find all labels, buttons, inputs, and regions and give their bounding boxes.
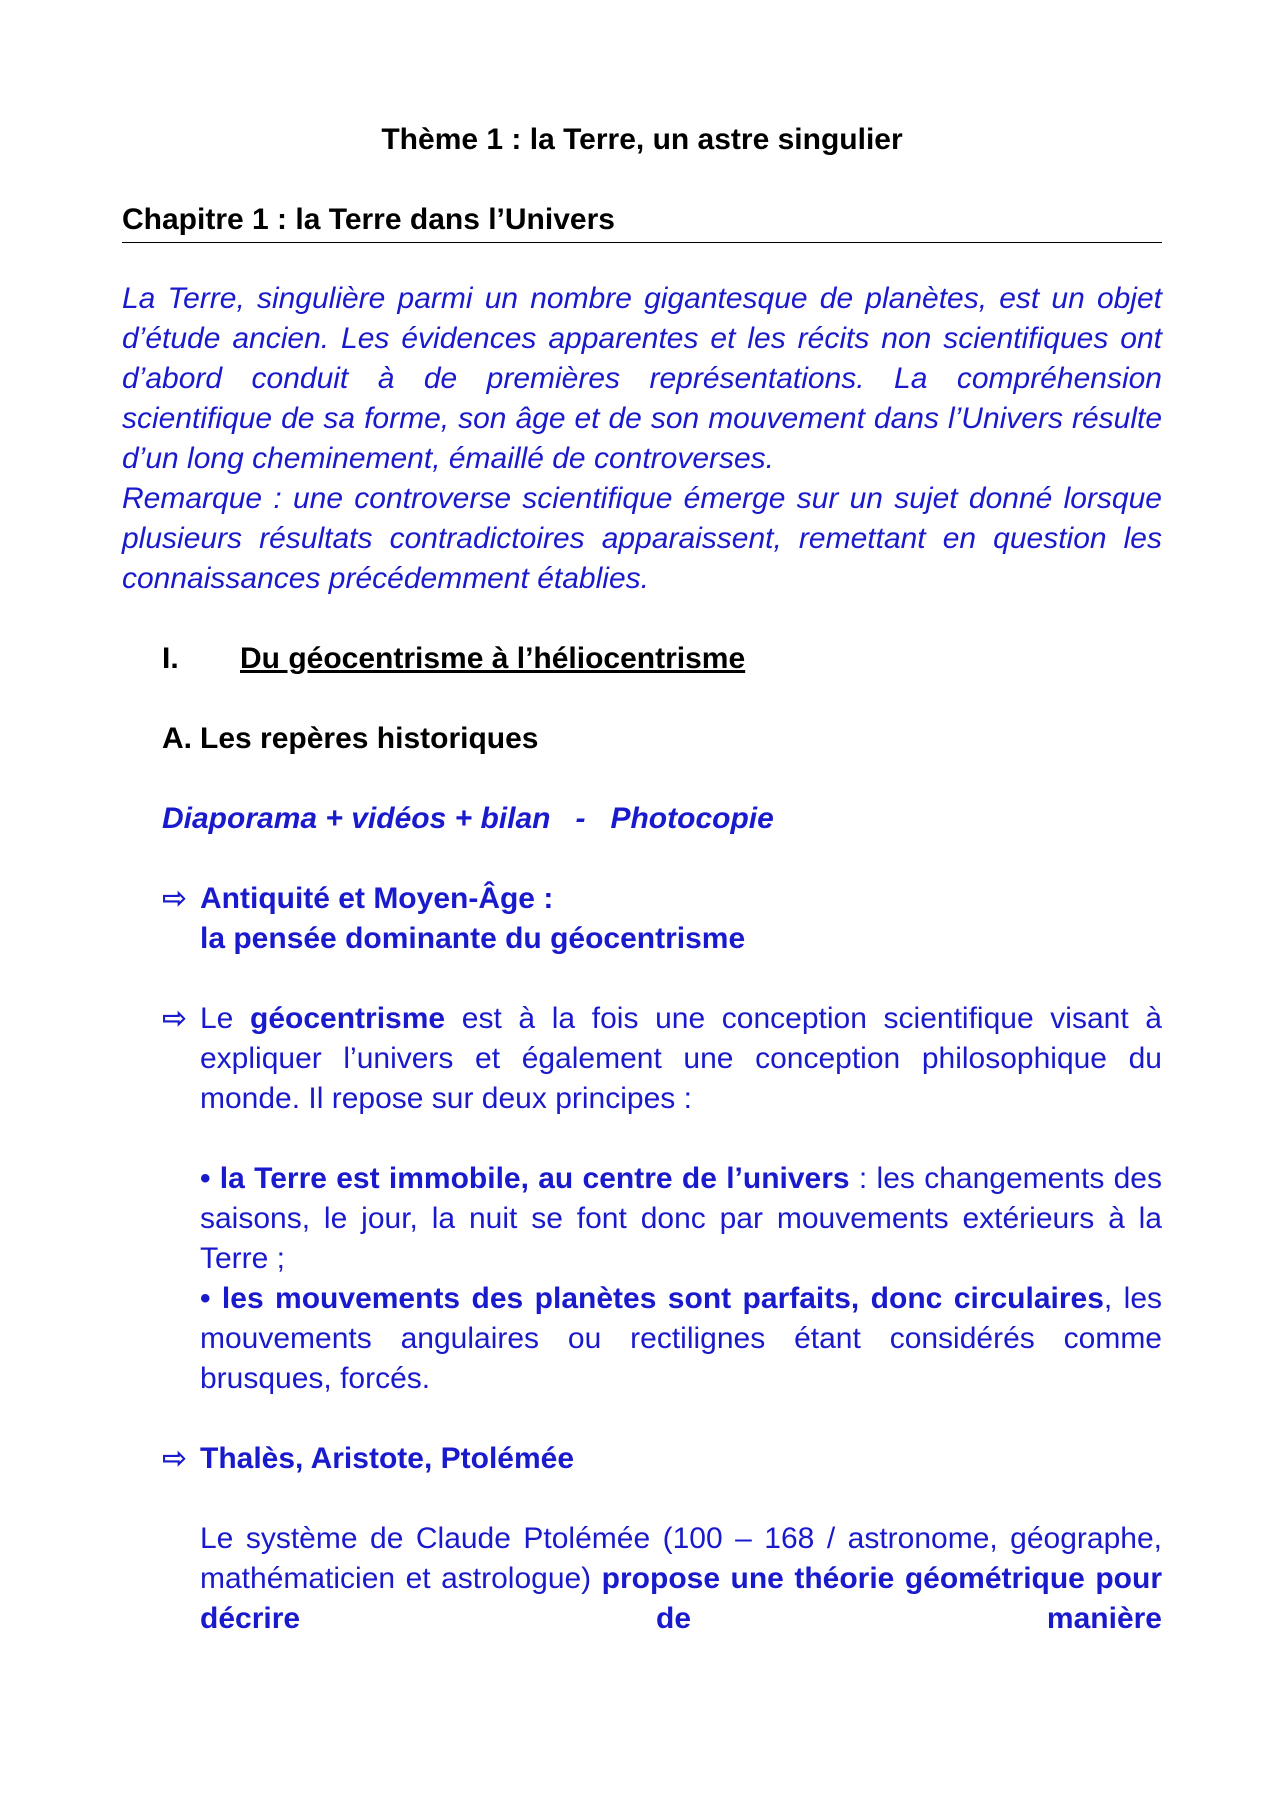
subsection-title: Les repères historiques bbox=[200, 722, 539, 755]
antiquity-heading bbox=[162, 879, 1162, 959]
geocentrism-pre: Le bbox=[200, 1002, 251, 1035]
intro-remark: Remarque : une controverse scientifique émerge sur un sujet donné lorsque plusieurs résultats contradictoires apparaissent, remettant en question les connaissances précédemment établies. bbox=[122, 482, 1162, 595]
intro-block bbox=[122, 279, 1162, 599]
principle-bold: • la Terre est immobile, au centre de l’univers bbox=[200, 1162, 850, 1195]
ptolemy-normal: Le système de Claude Ptolémée (100 – 168 / astronome, géographe, mathématicien et astrologue) bbox=[200, 1522, 1162, 1595]
document-page bbox=[122, 120, 1162, 1639]
figures-heading bbox=[162, 1439, 1162, 1479]
figures-text: Thalès, Aristote, Ptolémée bbox=[200, 1442, 575, 1475]
ptolemy-paragraph bbox=[200, 1519, 1162, 1639]
section-title: Du géocentrisme à l’héliocentrisme bbox=[240, 642, 746, 675]
geocentrism-term: géocentrisme bbox=[250, 1002, 446, 1035]
principle-rest: : les changements des saisons, le jour, la nuit se font donc par mouvements extérieurs à la Terre ; bbox=[200, 1162, 1162, 1275]
arrow-right-icon: ⇨ bbox=[162, 882, 188, 915]
geocentrism-definition bbox=[162, 999, 1162, 1119]
principle-bold: • les mouvements des planètes sont parfaits, donc circulaires bbox=[200, 1282, 1104, 1315]
antiquity-line-2: la pensée dominante du géocentrisme bbox=[200, 922, 746, 955]
principle-rest: , les mouvements angulaires ou rectilignes étant considérés comme brusques, forcés. bbox=[200, 1282, 1163, 1395]
theme-title: Thème 1 : la Terre, un astre singulier bbox=[381, 123, 903, 156]
arrow-right-icon: ⇨ bbox=[162, 1002, 188, 1035]
arrow-right-icon: ⇨ bbox=[162, 1442, 188, 1475]
subsection-heading-a bbox=[162, 719, 1162, 759]
chapter-title: Chapitre 1 : la Terre dans l’Univers bbox=[122, 200, 1162, 243]
section-heading-1 bbox=[162, 639, 1162, 679]
subsection-number: A. bbox=[162, 722, 192, 755]
section-number: I. bbox=[162, 642, 179, 675]
principles-list bbox=[200, 1159, 1162, 1399]
resources-line: Diaporama + vidéos + bilan - Photocopie bbox=[162, 802, 774, 835]
antiquity-text bbox=[200, 879, 1162, 959]
geocentrism-post: est à la fois une conception scientifique visant à expliquer l’univers et également une conception philosophique du monde. Il repose sur deux principes : bbox=[200, 1002, 1162, 1115]
principle-item bbox=[200, 1159, 1162, 1279]
principle-item bbox=[200, 1279, 1162, 1399]
geocentrism-text bbox=[200, 999, 1162, 1119]
antiquity-line-1: Antiquité et Moyen-Âge : bbox=[200, 882, 554, 915]
intro-paragraph: La Terre, singulière parmi un nombre gigantesque de planètes, est un objet d’étude ancien. Les évidences apparentes et les récits non scientifiques ont d’abord conduit à de premières représentations. La compréhension scientifique de sa forme, son âge et de son mouvement dans l’Univers résulte d’un long cheminement, émaillé de controverses. bbox=[122, 282, 1162, 475]
ptolemy-bold: propose une théorie géométrique pour décrire de manière bbox=[200, 1562, 1163, 1635]
